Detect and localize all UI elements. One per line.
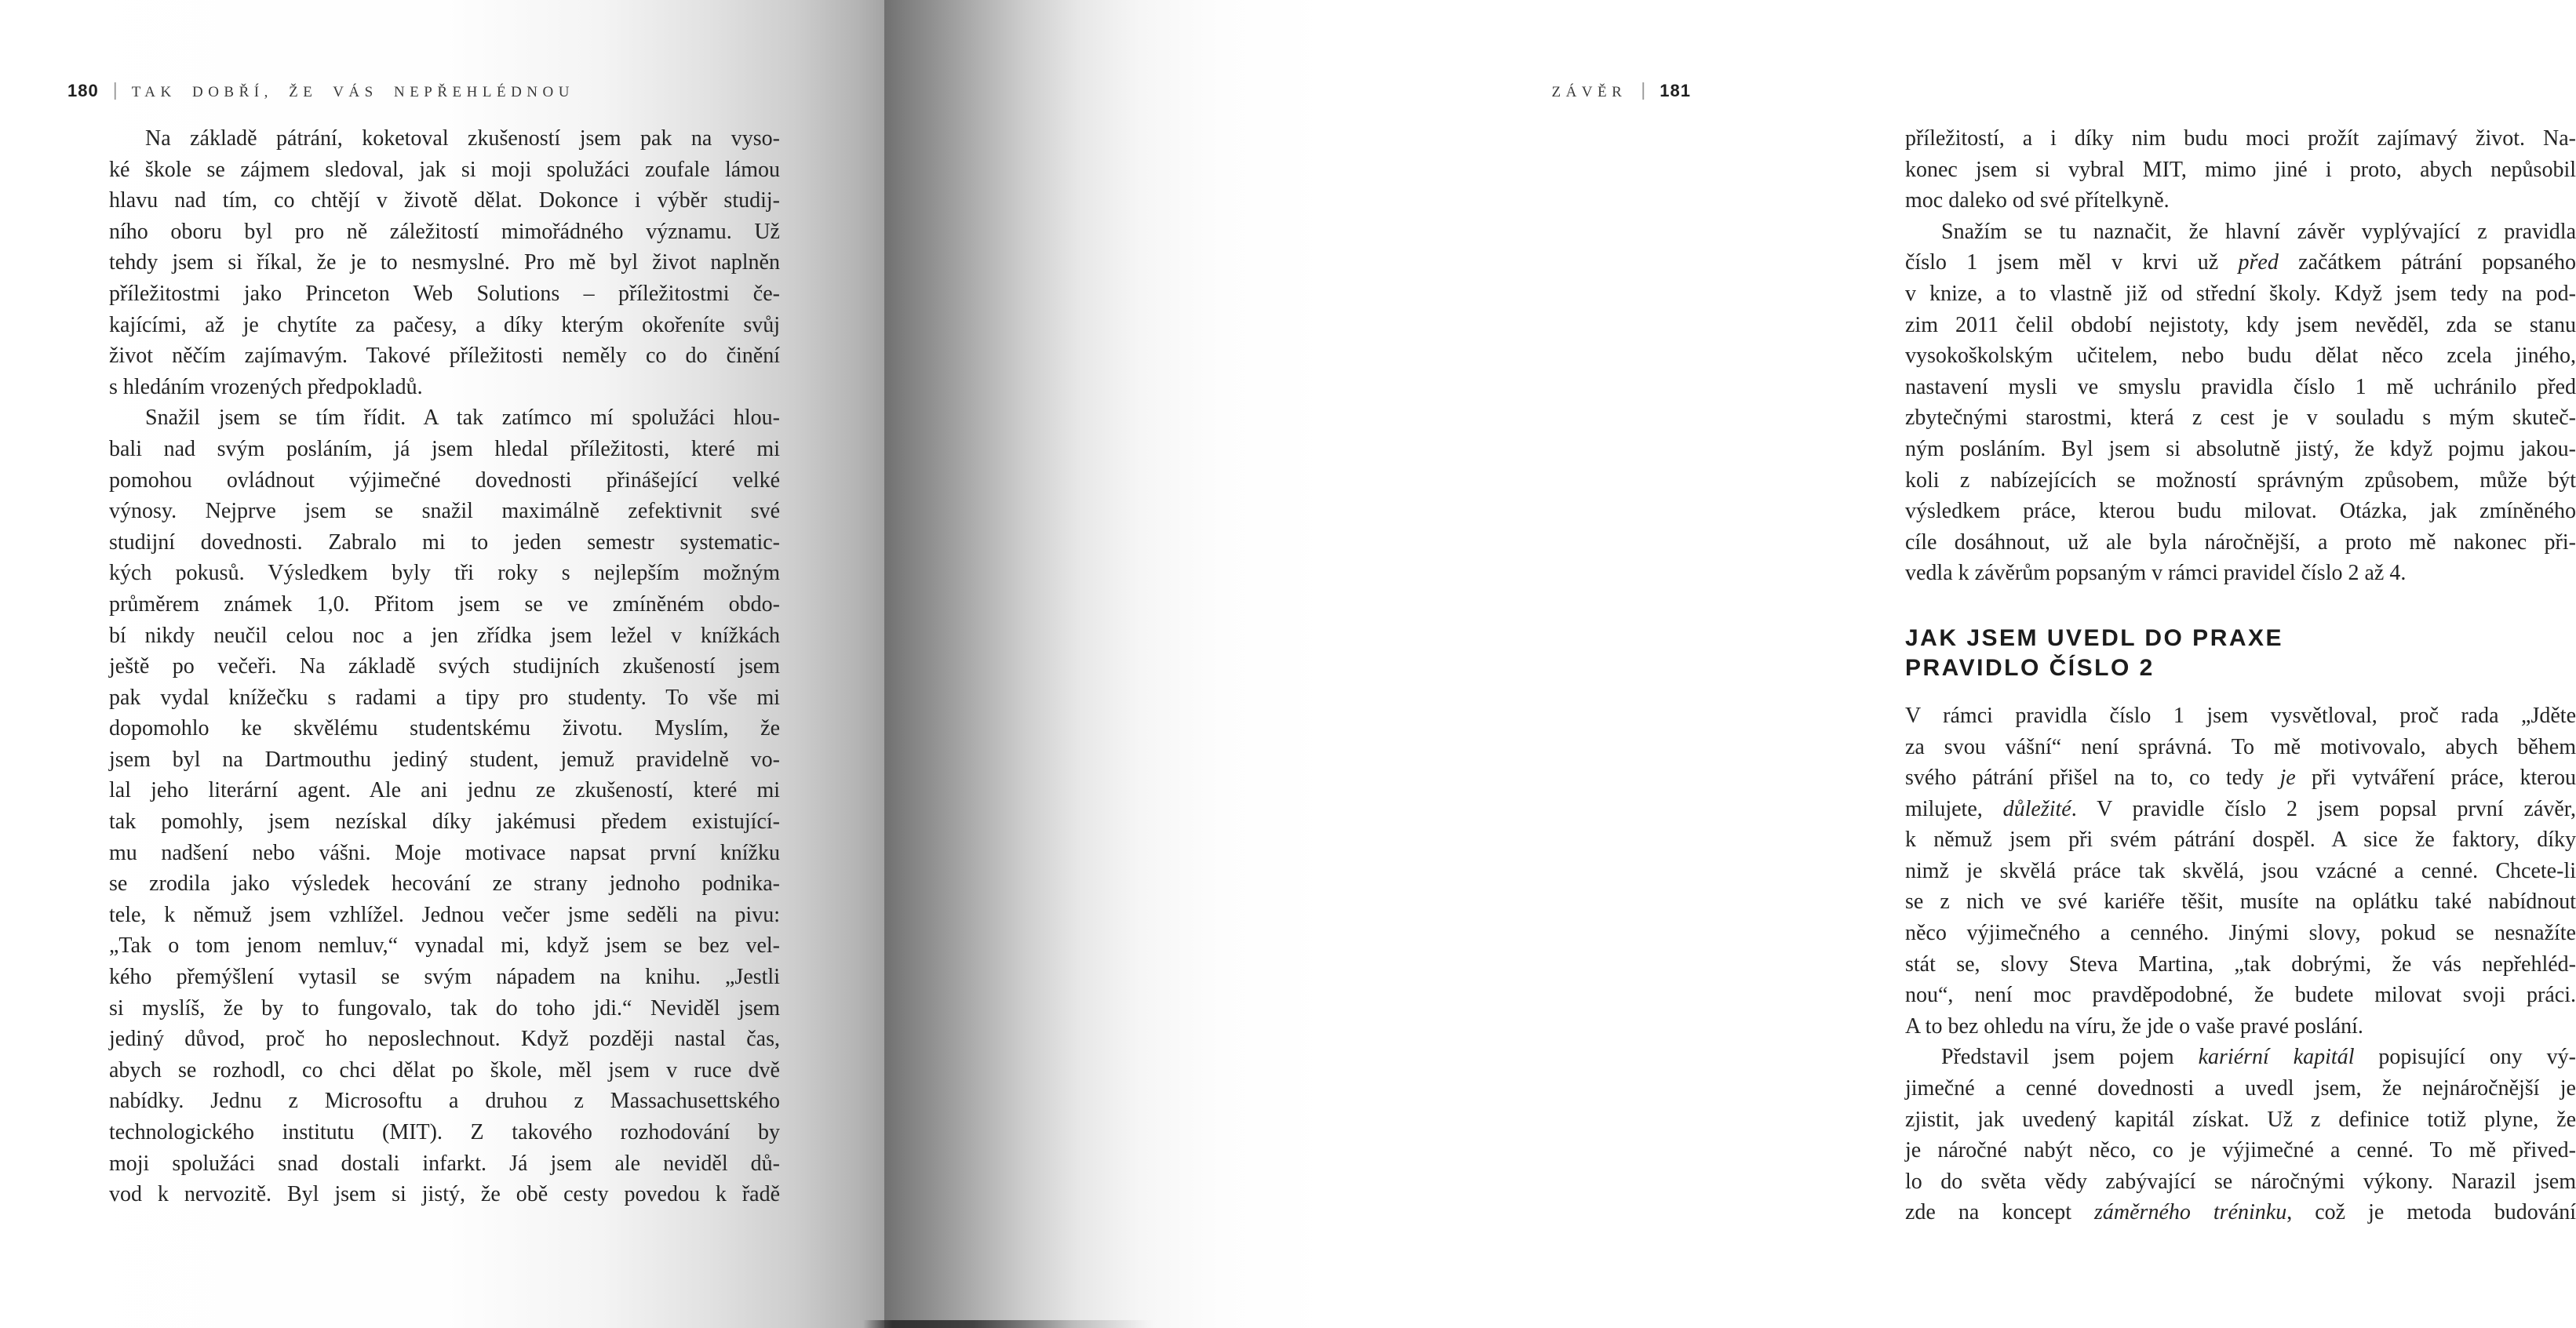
text-line: příležitostmi jako Princeton Web Solutions – příležitostmi če- — [109, 281, 780, 306]
text-line: tak pomohly, jsem nezískal díky jakémusi předem existující- — [109, 810, 780, 835]
text-line: pomohou ovládnout výjimečné dovednosti přinášející velké — [109, 468, 780, 493]
text-line: vedla k závěrům popsaným v rámci pravidel číslo 2 až 4. — [1905, 561, 2407, 586]
left-page — [0, 0, 884, 1328]
section-heading-line: PRAVIDLO ČÍSLO 2 — [1905, 654, 2155, 681]
text-line: kých pokusů. Výsledkem byly tři roky s nejlepším možným — [109, 561, 780, 586]
text-line: svého pátrání přišel na to, co tedy je při vytváření práce, kterou — [1905, 766, 2576, 791]
header-divider: | — [1641, 79, 1646, 100]
text-line: nou“, není moc pravděpodobné, že budete milovat svoji práci. — [1905, 983, 2576, 1008]
text-line: „Tak o tom jenom nemluv,“ vynadal mi, když jsem se bez vel- — [109, 933, 780, 959]
section-heading — [1905, 624, 2576, 683]
right-text-column — [1905, 123, 2576, 1228]
text-line: A to bez ohledu na víru, že jde o vaše pravé poslání. — [1905, 1013, 2363, 1039]
text-line: číslo 1 jsem měl v krvi už před začátkem pátrání popsaného — [1905, 250, 2576, 275]
text-line: bí nikdy neučil celou noc a jen zřídka jsem ležel v knížkách — [109, 623, 780, 648]
text-line: nabídky. Jednu z Microsoftu a druhou z Massachusettského — [109, 1089, 780, 1114]
text-line: dopomohlo ke skvělému studentskému životu. Myslím, že — [109, 716, 780, 741]
left-page-number: 180 — [67, 81, 99, 100]
text-line: za svou vášní“ není správná. To mě motivovalo, abych během — [1905, 734, 2576, 759]
header-divider: | — [112, 79, 118, 100]
gutter-bottom-page-edge — [863, 1320, 1153, 1328]
text-line: moji spolužáci snad dostali infarkt. Já jsem ale neviděl dů- — [109, 1151, 780, 1176]
text-line: ještě po večeři. Na základě svých studijních zkušeností jsem — [109, 654, 780, 679]
text-line: zde na koncept záměrného tréninku, což je metoda budování — [1905, 1200, 2576, 1225]
text-line: se z nich ve své kariéře těšit, musíte na oplátku také nabídnout — [1905, 890, 2576, 915]
text-line: se zrodila jako výsledek hecování ze strany jednoho podnika- — [109, 871, 780, 897]
text-line: zbytečnými starostmi, která z cest je v souladu s mým skuteč- — [1905, 406, 2576, 431]
text-line: výnosy. Nejprve jsem se snažil maximálně zefektivnit své — [109, 499, 780, 524]
text-line: jsem byl na Dartmouthu jediný student, jemuž pravidelně vo- — [109, 747, 780, 772]
left-running-header — [67, 80, 574, 101]
right-page-number: 181 — [1660, 81, 1691, 100]
text-line: něco výjimečného a cenného. Jinými slovy, pokud se nesnažíte — [1905, 921, 2576, 946]
text-line: technologického institutu (MIT). Z takového rozhodování by — [109, 1120, 780, 1144]
right-page — [884, 0, 2576, 1328]
text-line: Snažil jsem se tím řídit. A tak zatímco mí spolužáci hlou- — [145, 406, 780, 431]
text-line: konec jsem si vybral MIT, mimo jiné i proto, abych nepůsobil — [1905, 157, 2576, 182]
text-line: mu nadšení nebo vášni. Moje motivace napsat první knížku — [109, 840, 780, 865]
text-line: s hledáním vrozených předpokladů. — [109, 374, 423, 399]
text-line: příležitostí, a i díky nim budu moci prožít zajímavý život. Na- — [1905, 126, 2576, 151]
text-line: jediný důvod, proč ho neposlechnout. Když později nastal čas, — [109, 1027, 780, 1052]
text-line: tehdy jsem si říkal, že je to nesmyslné. Pro mě byl život naplněn — [109, 250, 780, 275]
text-line: k němuž jsem při svém pátrání dospěl. A sice že faktory, díky — [1905, 828, 2576, 853]
text-line: studijní dovednosti. Zabralo mi to jeden semestr systematic- — [109, 529, 780, 555]
text-line: pak vydal knížečku s radami a tipy pro studenty. To vše mi — [109, 685, 780, 710]
text-line: zim 2011 čelil období nejistoty, kdy jsem nevěděl, zda se stanu — [1905, 312, 2576, 337]
text-line: koli z nabízejících se možností správným způsobem, může být — [1905, 468, 2576, 493]
text-line: lo do světa vědy zabývající se náročnými výkony. Narazil jsem — [1905, 1169, 2576, 1194]
right-running-header — [1551, 80, 1691, 101]
text-line: abych se rozhodl, co chci dělat po škole, měl jsem v ruce dvě — [109, 1057, 780, 1082]
text-line: ké škole se zájmem sledoval, jak si moji spolužáci zoufale lámou — [109, 157, 780, 182]
text-line: jimečné a cenné dovednosti a uvedl jsem, že nejnáročnější je — [1905, 1076, 2576, 1101]
left-text-column — [109, 123, 780, 1210]
text-line: výsledkem práce, kterou budu milovat. Otázka, jak zmíněného — [1905, 499, 2576, 524]
text-line: Představil jsem pojem kariérní kapitál popisující ony vý- — [1941, 1045, 2576, 1070]
text-line: nimž je skvělá práce tak skvělá, jsou vzácné a cenné. Chcete-li — [1905, 858, 2576, 883]
text-line: v knize, a to vlastně již od střední školy. Když jsem tedy na pod- — [1905, 281, 2576, 306]
text-line: nastavení mysli ve smyslu pravidla číslo 1 mě uchránilo před — [1905, 374, 2576, 399]
text-line: vysokoškolským učitelem, nebo budu dělat něco zcela jiného, — [1905, 344, 2576, 369]
text-line: kajícími, až je chytíte za pačesy, a díky kterým okořeníte svůj — [109, 312, 780, 337]
text-line: cíle dosáhnout, už ale byla náročnější, a proto mě nakonec při- — [1905, 529, 2576, 555]
text-line: V rámci pravidla číslo 1 jsem vysvětloval, proč rada „Jděte — [1905, 703, 2576, 728]
text-line: si myslíš, že by to fungovalo, tak do toho jdi.“ Neviděl jsem — [109, 995, 780, 1021]
text-line: milujete, důležité. V pravidle číslo 2 jsem popsal první závěr, — [1905, 796, 2576, 821]
text-line: zjistit, jak uvedený kapitál získat. Už z definice totiž plyne, že — [1905, 1107, 2576, 1132]
text-line: moc daleko od své přítelkyně. — [1905, 188, 2170, 213]
text-line: ným posláním. Byl jsem si absolutně jistý, že když pojmu jakou- — [1905, 436, 2576, 461]
text-line: vod k nervozitě. Byl jsem si jistý, že obě cesty povedou k řadě — [109, 1182, 780, 1207]
text-line: lal jeho literární agent. Ale ani jednu ze zkušeností, které mi — [109, 778, 780, 803]
text-line: život něčím zajímavým. Takové příležitosti neměly co do činění — [109, 344, 780, 369]
text-line: stát se, slovy Steva Martina, „tak dobrými, že vás nepřehléd- — [1905, 951, 2576, 977]
text-line: Na základě pátrání, koketoval zkušeností jsem pak na vyso- — [145, 126, 780, 151]
right-running-title: ZÁVĚR — [1551, 84, 1627, 100]
text-line: je náročné nabýt něco, co je výjimečné a cenné. To mě přived- — [1905, 1138, 2576, 1163]
text-line: tele, k němuž jsem vzhlížel. Jednou večer jsme seděli na pivu: — [109, 902, 780, 927]
text-line: průměrem známek 1,0. Přitom jsem se ve zmíněném obdo- — [109, 591, 780, 617]
text-line: ního oboru byl pro ně záležitostí mimořádného významu. Už — [109, 219, 780, 244]
section-heading-line: JAK JSEM UVEDL DO PRAXE — [1905, 624, 2284, 651]
text-line: Snažím se tu naznačit, že hlavní závěr vyplývající z pravidla — [1941, 219, 2576, 244]
left-running-title: TAK DOBŘÍ, ŽE VÁS NEPŘEHLÉDNOU — [131, 84, 574, 100]
text-line: hlavu nad tím, co chtějí v životě dělat. Dokonce i výběr studij- — [109, 188, 780, 213]
text-line: bali nad svým posláním, já jsem hledal příležitosti, které mi — [109, 436, 780, 461]
text-line: kého přemýšlení vytasil se svým nápadem na knihu. „Jestli — [109, 965, 780, 990]
